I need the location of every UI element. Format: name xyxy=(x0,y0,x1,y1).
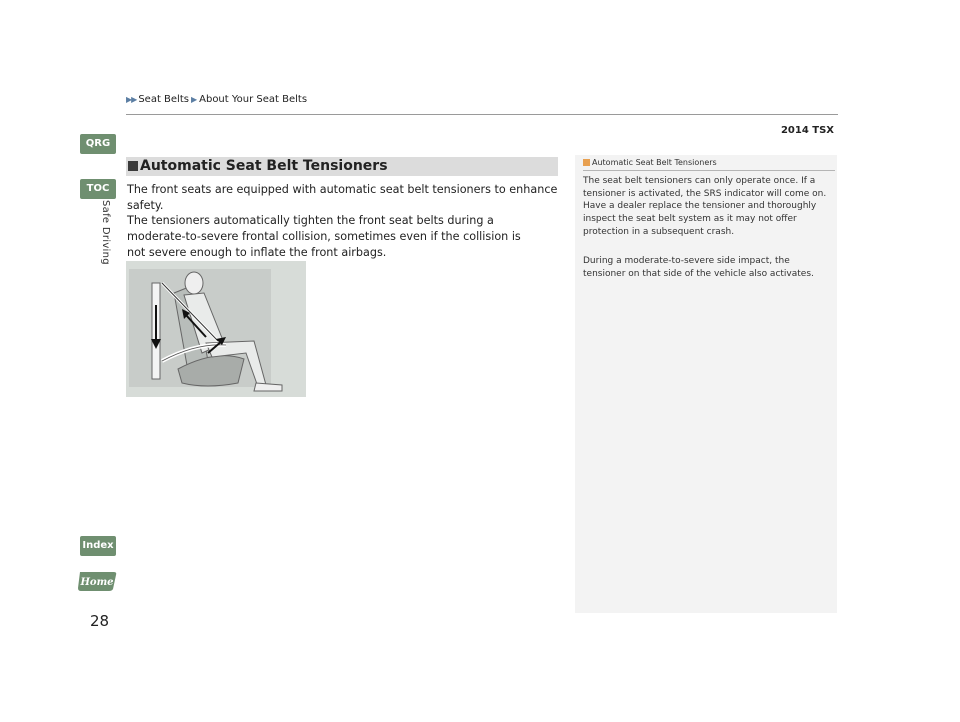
square-bullet-icon xyxy=(128,161,138,171)
section-title: Automatic Seat Belt Tensioners xyxy=(140,158,388,174)
double-arrow-icon: ▶▶ xyxy=(126,95,137,104)
model-label: 2014 TSX xyxy=(780,125,834,136)
note-heading xyxy=(583,158,717,167)
note-heading-text: Automatic Seat Belt Tensioners xyxy=(592,158,717,167)
note-paragraph: The seat belt tensioners can only operate once. If a tensioner is activated, the SRS indicator will come on. Have a dealer replace the tensioner and thoroughly inspect the seat belt system as it may not offer protection in a subsequent crash. xyxy=(583,176,827,237)
breadcrumb xyxy=(126,94,307,105)
seat-belt-illustration xyxy=(126,261,306,397)
home-icon xyxy=(76,570,118,592)
arrow-icon: ▶ xyxy=(190,95,198,104)
note-rule xyxy=(583,170,835,171)
qrg-button[interactable]: QRG xyxy=(80,134,116,154)
paragraph-tensioners: The tensioners automatically tighten the front seat belts during a moderate-to-severe frontal collision, sometimes even if the collision is not severe enough to inflate the front airbags. xyxy=(127,214,521,259)
note-icon xyxy=(583,159,590,166)
page-number: 28 xyxy=(90,612,110,630)
svg-text:Home: Home xyxy=(80,577,114,588)
breadcrumb-item-about[interactable]: About Your Seat Belts xyxy=(199,94,308,105)
home-button[interactable] xyxy=(76,570,118,592)
paragraph-intro: The front seats are equipped with automatic seat belt tensioners to enhance safety. xyxy=(127,183,558,212)
section-header xyxy=(126,157,558,176)
chapter-label: Safe Driving xyxy=(100,200,111,265)
note-sidebar xyxy=(575,155,837,613)
note-paragraph: During a moderate-to-severe side impact, the tensioner on that side of the vehicle also activates. xyxy=(583,256,814,279)
header-rule xyxy=(126,114,838,115)
index-button[interactable]: Index xyxy=(80,536,116,556)
breadcrumb-item-seat-belts[interactable]: Seat Belts xyxy=(138,94,189,105)
toc-button[interactable]: TOC xyxy=(80,179,116,199)
